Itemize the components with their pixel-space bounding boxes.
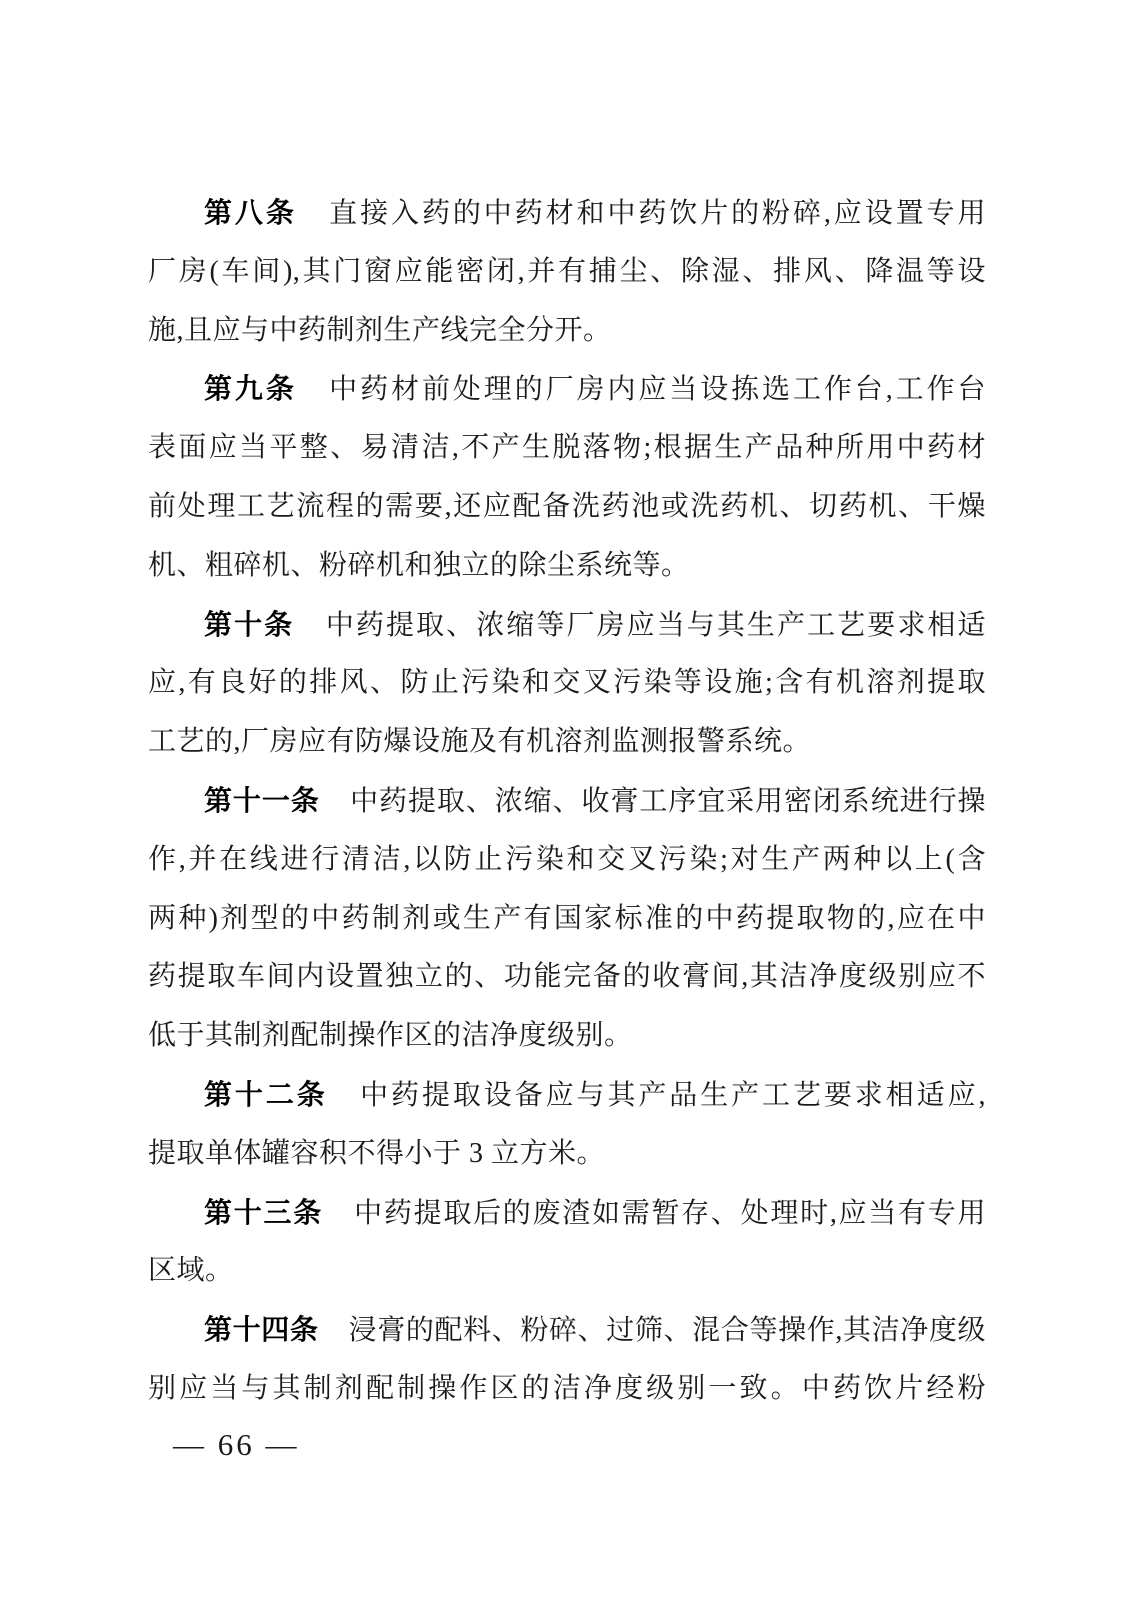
article-10-line-2: 应,有良好的排风、防止污染和交叉污染等设施;含有机溶剂提取 xyxy=(148,667,986,699)
article-12-number: 第十二条 xyxy=(204,1078,328,1110)
article-12-line-2: 提取单体罐容积不得小于 3 立方米。 xyxy=(148,1137,606,1169)
article-11 xyxy=(148,772,986,1066)
article-11-line-3: 两种)剂型的中药制剂或生产有国家标准的中药提取物的,应在中 xyxy=(148,902,986,934)
article-12 xyxy=(148,1066,986,1184)
article-11-line-1 xyxy=(148,772,986,831)
article-12-text-start: 中药提取设备应与其产品生产工艺要求相适应, xyxy=(357,1079,986,1111)
article-9-line-4: 机、粗碎机、粉碎机和独立的除尘系统等。 xyxy=(148,549,690,581)
article-9-line-2: 表面应当平整、易清洁,不产生脱落物;根据生产品种所用中药材 xyxy=(148,432,986,464)
article-9-line-3: 前处理工艺流程的需要,还应配备洗药池或洗药机、切药机、干燥 xyxy=(148,490,986,522)
document-body xyxy=(148,184,986,1419)
article-9 xyxy=(148,360,986,595)
article-11-text-start: 中药提取、浓缩、收膏工序宜采用密闭系统进行操 xyxy=(349,785,986,817)
article-10-text-start: 中药提取、浓缩等厂房应当与其生产工艺要求相适 xyxy=(324,609,986,641)
article-14-line-2: 别应当与其制剂配制操作区的洁净度级别一致。中药饮片经粉 xyxy=(148,1372,986,1404)
article-9-line-1 xyxy=(148,360,986,419)
article-10-number: 第十条 xyxy=(204,608,295,640)
article-10-line-3: 工艺的,厂房应有防爆设施及有机溶剂监测报警系统。 xyxy=(148,726,812,758)
article-12-line-1 xyxy=(148,1066,986,1125)
article-10 xyxy=(148,596,986,772)
article-13-line-1 xyxy=(148,1184,986,1243)
article-8-line-3: 施,且应与中药制剂生产线完全分开。 xyxy=(148,314,612,346)
article-13-number: 第十三条 xyxy=(204,1196,323,1228)
article-11-number: 第十一条 xyxy=(204,784,320,816)
page-number: — 66 — xyxy=(173,1427,300,1462)
article-13-text-start: 中药提取后的废渣如需暂存、处理时,应当有专用 xyxy=(352,1197,986,1229)
article-9-number: 第九条 xyxy=(204,373,297,405)
article-14 xyxy=(148,1301,986,1419)
article-14-number: 第十四条 xyxy=(204,1314,319,1346)
article-13-line-2: 区域。 xyxy=(148,1255,234,1287)
article-14-text-start: 浸膏的配料、粉碎、过筛、混合等操作,其洁净度级 xyxy=(348,1315,986,1347)
article-8-number: 第八条 xyxy=(204,197,297,228)
article-8-text-start: 直接入药的中药材和中药饮片的粉碎,应设置专用 xyxy=(326,198,986,229)
article-11-line-5: 低于其制剂配制操作区的洁净度级别。 xyxy=(148,1020,633,1052)
article-11-line-2: 作,并在线进行清洁,以防止污染和交叉污染;对生产两种以上(含 xyxy=(148,843,986,875)
article-14-line-1 xyxy=(148,1301,986,1360)
article-8-line-2: 厂房(车间),其门窗应能密闭,并有捕尘、除湿、排风、降温等设 xyxy=(148,255,986,287)
article-9-text-start: 中药材前处理的厂房内应当设拣选工作台,工作台 xyxy=(326,374,986,406)
article-11-line-4: 药提取车间内设置独立的、功能完备的收膏间,其洁净度级别应不 xyxy=(148,961,986,993)
article-13 xyxy=(148,1184,986,1302)
article-8 xyxy=(148,184,986,360)
article-10-line-1 xyxy=(148,596,986,655)
article-8-line-1 xyxy=(148,184,986,243)
